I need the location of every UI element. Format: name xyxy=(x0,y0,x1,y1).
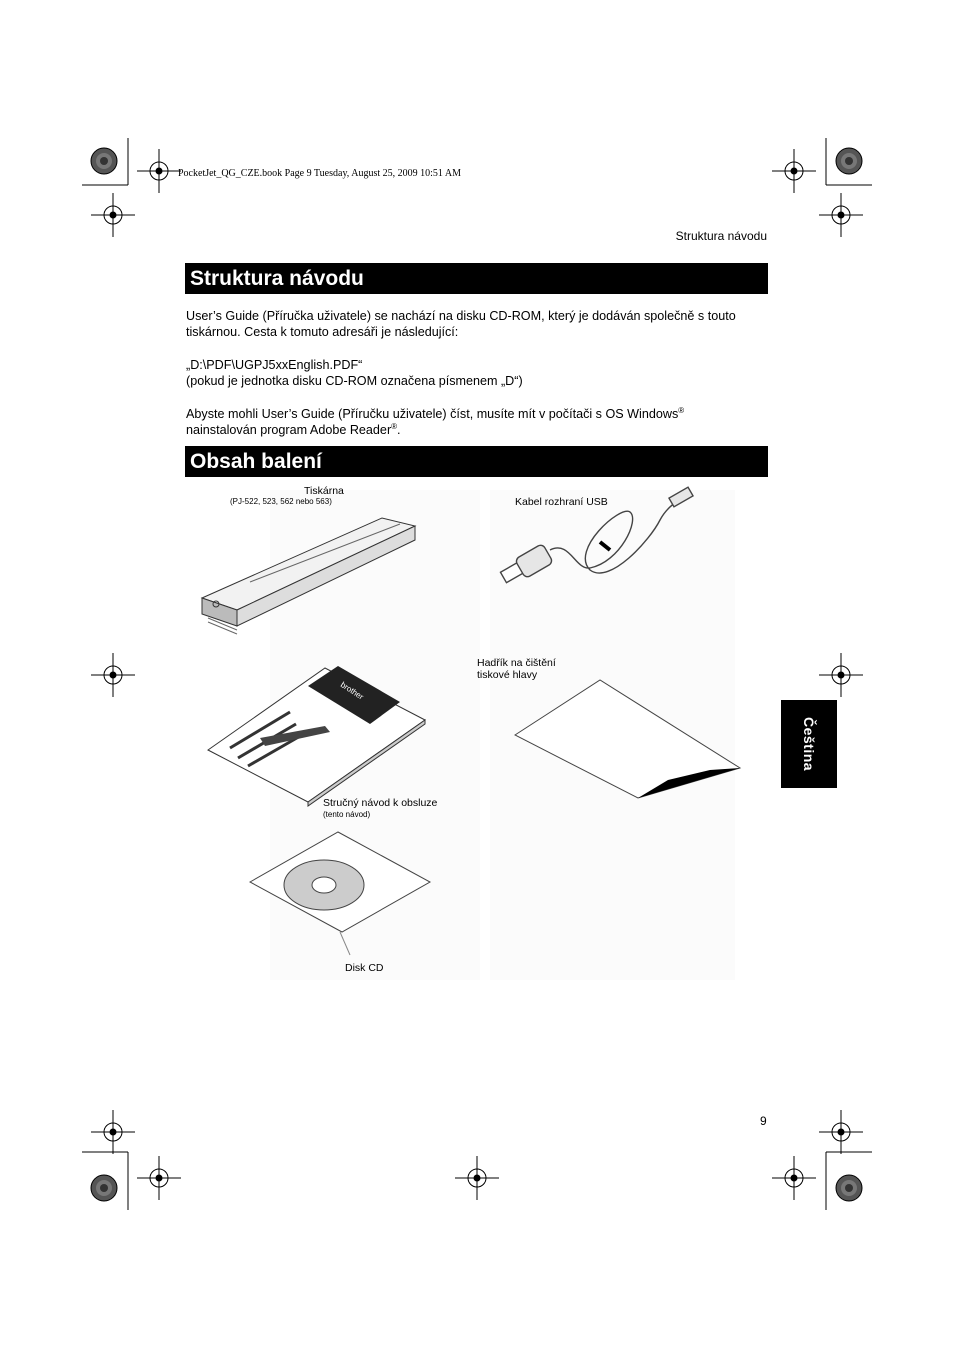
file-info-line: PocketJet_QG_CZE.book Page 9 Tuesday, August 25, 2009 10:51 AM xyxy=(178,168,461,179)
package-contents-illustration xyxy=(190,480,750,990)
registration-star-icon xyxy=(91,1175,117,1201)
reader-text-line1: Abyste mohli User’s Guide (Příručku uživatele) číst, musíte mít v počítači s OS Windows xyxy=(186,407,679,421)
language-tab-label: Čeština xyxy=(801,716,817,772)
running-head: Struktura návodu xyxy=(675,229,767,243)
language-tab xyxy=(781,700,837,788)
page-number: 9 xyxy=(760,1114,767,1128)
quick-guide-label: Stručný návod k obsluze xyxy=(323,797,438,809)
registration-star-icon xyxy=(836,148,862,174)
printer-label: Tiskárna xyxy=(304,485,344,497)
cd-path-note: (pokud je jednotka disku CD-ROM označena písmenem „D“) xyxy=(186,374,523,388)
registration-target-icon xyxy=(91,653,135,697)
registration-target-icon xyxy=(91,1110,135,1154)
registration-target-icon xyxy=(819,653,863,697)
quick-guide-sub: (tento návod) xyxy=(323,810,371,819)
registration-target-icon xyxy=(819,193,863,237)
section-body-structure xyxy=(186,308,772,438)
reader-paragraph xyxy=(186,406,772,438)
registration-target-icon xyxy=(819,1110,863,1154)
section-title-structure: Struktura návodu xyxy=(185,263,768,294)
section-title-contents: Obsah balení xyxy=(185,446,768,477)
cloth-label-line1: Hadřík na čištění xyxy=(477,657,556,669)
registration-target-icon xyxy=(91,193,135,237)
registration-target-icon xyxy=(137,149,181,193)
registration-target-icon xyxy=(137,1156,181,1200)
registered-mark: ® xyxy=(678,405,685,415)
intro-paragraph: User’s Guide (Příručka uživatele) se nachází na disku CD-ROM, který je dodáván společně s touto tiskárnou. Cesta k tomuto adresáři je následující: xyxy=(186,309,736,339)
registered-mark: ® xyxy=(391,421,398,431)
registration-target-icon xyxy=(455,1156,499,1200)
reader-text-line2: nainstalován program Adobe Reader xyxy=(186,423,392,437)
guide-brand: brother xyxy=(338,680,366,702)
cd-label: Disk CD xyxy=(345,962,384,974)
printer-models: (PJ-522, 523, 562 nebo 563) xyxy=(230,497,332,506)
cloth-label-line2: tiskové hlavy xyxy=(477,669,538,681)
usb-cable-label: Kabel rozhraní USB xyxy=(515,496,608,508)
sentence-period: . xyxy=(397,423,401,437)
registration-star-icon xyxy=(836,1175,862,1201)
registration-target-icon xyxy=(772,1156,816,1200)
registration-target-icon xyxy=(772,149,816,193)
registration-star-icon xyxy=(91,148,117,174)
cd-path: „D:\PDF\UGPJ5xxEnglish.PDF“ xyxy=(186,358,363,372)
